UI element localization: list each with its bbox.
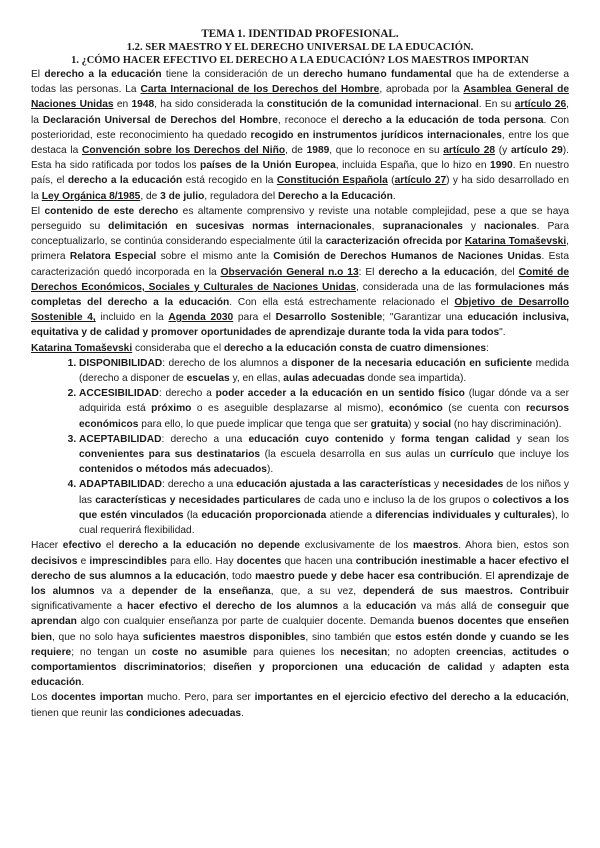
title-block — [31, 28, 569, 67]
text-run: Convención sobre los Derechos del Niño — [82, 145, 286, 157]
text-run: está recogido en la — [182, 175, 277, 187]
text-run: 3 de julio — [160, 190, 205, 202]
text-run: para ello. Hay — [166, 555, 237, 567]
text-run: supranacionales — [382, 221, 463, 233]
text-run: (no hay discriminación). — [451, 418, 562, 430]
text-run: a la — [338, 601, 366, 613]
text-run: ). — [266, 464, 274, 476]
text-run: y — [482, 661, 503, 673]
text-run: decisivos — [31, 555, 78, 567]
dimensions-list — [31, 356, 569, 538]
text-run: derecho a la educación — [378, 266, 495, 278]
text-run: creencias — [456, 646, 504, 658]
text-run: recursos económicos — [79, 403, 569, 430]
text-run: educación — [366, 601, 417, 613]
text-run: . Para conceptualizarlo, se continúa considerando especialmente útil la — [31, 221, 569, 248]
text-run: aulas adecuadas — [283, 373, 365, 385]
text-run: derecho a la educación de toda persona — [342, 114, 544, 126]
text-run: Katarina Tomaševski — [31, 342, 133, 354]
text-run: , ha sido considerada la — [154, 99, 267, 111]
text-run: . Ahora bien, estos son — [458, 540, 569, 552]
text-run: Agenda 2030 — [168, 312, 234, 324]
text-run: Observación General n.o 13 — [220, 266, 359, 278]
text-run: , la — [31, 99, 569, 126]
section-title: 1.2. SER MAESTRO Y EL DERECHO UNIVERSAL DE LA EDUCACIÓN. — [126, 42, 474, 53]
text-run: : — [486, 342, 489, 354]
text-run: maestro puede y debe hacer esa contribución — [255, 570, 480, 582]
paragraph-content-of-right — [31, 204, 569, 341]
text-run: poder acceder a la educación en un sentido físico — [215, 388, 465, 400]
text-run: y — [383, 433, 402, 445]
text-run: 1948 — [131, 99, 155, 111]
text-run: conseguir que aprendan — [31, 601, 569, 628]
text-run: para el — [233, 312, 276, 324]
text-run: actitudes o comportamientos discriminatorios — [31, 646, 570, 673]
text-run: buenos docentes que enseñen bien — [31, 616, 569, 643]
text-run: derecho a la educación — [67, 175, 183, 187]
text-run: , incluida España, que lo hizo en — [335, 160, 491, 172]
text-run: sobre el mismo ante la — [156, 251, 274, 263]
text-run: y sean los — [510, 433, 569, 445]
text-run: : derecho de los alumnos a — [162, 357, 292, 369]
text-run: Desarrollo Sostenible — [275, 312, 383, 324]
text-run: nacionales — [483, 221, 537, 233]
text-run: colectivos a los que estén vinculados — [79, 494, 570, 521]
text-run-wrapper — [82, 145, 285, 156]
text-run: , que lo reconoce en su — [329, 145, 444, 157]
text-run: , reguladora del — [204, 190, 278, 202]
text-run: contenido de este derecho — [44, 205, 179, 217]
text-run: . Con ella está estrechamente relacionado el — [229, 297, 455, 309]
text-run: importantes en el ejercicio efectivo del derecho a la educación — [254, 692, 567, 704]
text-run: . — [241, 707, 244, 719]
text-run: diseñen y proporcionen una educación de calidad — [213, 661, 483, 673]
text-run: educación cuyo contenido — [248, 433, 384, 445]
text-run: , aprobada por la — [379, 84, 464, 96]
text-run: consideraba que el — [132, 342, 224, 354]
text-run: artículo 28 — [443, 145, 496, 157]
text-run: : derecho a — [158, 388, 216, 400]
text-run: va más allá de — [416, 601, 498, 613]
text-run: adapten esta educación — [31, 661, 569, 689]
text-run: : derecho a una — [162, 479, 237, 491]
text-run: ( — [387, 175, 395, 187]
text-run: , que no solo haya — [51, 631, 143, 643]
text-run: depender de la enseñanza — [131, 585, 271, 597]
text-run: algo con cualquier enseñanza por parte de cualquier docente. Demanda — [76, 616, 418, 628]
text-run: dependerá de sus maestros. — [363, 585, 513, 597]
dimension-title: DISPONIBILIDAD — [79, 357, 163, 369]
text-run: Comité de Derechos Económicos, Sociales y Culturales de Naciones Unidas — [31, 266, 569, 293]
text-run: atiende a — [326, 509, 376, 521]
text-run: gratuita — [370, 418, 409, 430]
text-run: . Con posterioridad, este reconocimiento ha quedado — [31, 114, 569, 141]
text-run: necesidades — [442, 479, 504, 491]
text-run: significativamente a — [31, 601, 128, 613]
text-run: o es aseguible desplazarse al mismo), — [191, 403, 389, 415]
text-run: aprendizaje de los alumnos — [31, 570, 570, 597]
text-run: educación ajustada a las características — [236, 479, 432, 491]
text-run: Ley Orgánica 8/1985 — [41, 190, 141, 202]
text-run: 1990 — [490, 160, 513, 172]
text-run: Constitución Española — [276, 175, 388, 187]
text-run: escuelas — [186, 373, 230, 385]
text-run: artículo 29 — [510, 145, 563, 157]
text-run: convenientes para sus destinatarios — [79, 449, 261, 461]
text-run: que ha de extenderse a todas las personas. La — [31, 69, 570, 96]
text-run: próximo — [151, 403, 192, 415]
text-run: condiciones adecuadas — [126, 707, 242, 719]
text-run: ". — [499, 327, 506, 339]
text-run: . Esta caracterización quedó incorporada en la — [31, 251, 569, 278]
text-run: derecho humano fundamental — [303, 69, 452, 80]
dimension-item-aceptabilidad — [79, 432, 569, 478]
text-run: derecho a la educación — [44, 69, 162, 80]
text-run: Hacer — [31, 540, 63, 552]
text-run: , de — [285, 145, 307, 157]
text-run: delimitación en sucesivas normas internacionales — [108, 221, 372, 233]
text-run: características y necesidades particulares — [95, 494, 301, 506]
text-run: económico — [389, 403, 443, 415]
text-run: y — [462, 221, 484, 233]
text-run: estos estén donde y cuando se les requiere — [31, 631, 569, 658]
text-run: recogido en instrumentos jurídicos internacionales — [250, 129, 502, 141]
text-run: hacer efectivo el derecho de los alumnos — [127, 601, 339, 613]
text-run: ; "Garantizar una — [382, 312, 468, 324]
text-run: forma tengan calidad — [401, 433, 511, 445]
text-run-wrapper — [443, 145, 495, 156]
text-run: Contribuir — [519, 585, 569, 597]
text-run: va a — [94, 585, 132, 597]
text-run: , — [371, 221, 383, 233]
text-run: contribución inestimable a hacer efectivo el derecho de sus alumnos a la educación — [31, 555, 569, 582]
text-run: , — [503, 646, 513, 658]
text-run: ) y — [408, 418, 423, 430]
text-run: para ello, lo que puede implicar que tenga que ser — [138, 418, 371, 430]
text-run: es altamente comprensivo y reviste una notable complejidad, pese a que se haya perseguido su — [31, 205, 570, 233]
text-run: Relatora Especial — [69, 251, 157, 263]
text-run: (y — [495, 145, 511, 157]
text-run-wrapper — [31, 343, 132, 354]
text-run: , reconoce el — [277, 114, 343, 126]
text-run: El — [31, 205, 45, 217]
text-run: mucho. Pero, para ser — [143, 692, 255, 704]
text-run-wrapper — [515, 99, 566, 110]
text-run: formulaciones más completas del derecho a la educación — [31, 281, 570, 309]
text-run: Comisión de Derechos Humanos de Naciones Unidas — [273, 251, 542, 263]
text-run: currículo — [450, 449, 494, 461]
text-run-wrapper — [221, 267, 359, 278]
text-run: ; — [203, 661, 214, 673]
text-run: de cada uno e incluso la de los grupos o — [300, 494, 493, 506]
text-run: (la escuela desarrolla en sus aulas un — [260, 449, 451, 461]
text-run: efectivo — [62, 540, 102, 552]
text-run: , primera — [31, 236, 569, 263]
dimension-item-adaptabilidad — [79, 477, 569, 538]
text-run: docentes — [236, 555, 282, 567]
text-run-wrapper — [277, 175, 388, 186]
paragraph-teachers-role — [31, 538, 569, 690]
text-run: . En nuestro país, el — [31, 160, 569, 187]
text-run: : derecho a una — [161, 433, 249, 445]
text-run: necesitan — [340, 646, 388, 658]
text-run: para quienes los — [247, 646, 341, 658]
text-run: . — [81, 677, 85, 689]
text-run: donde sea impartida). — [364, 373, 467, 385]
subsection-title: 1. ¿CÓMO HACER EFECTIVO EL DERECHO A LA EDUCACIÓN? LOS MAESTROS IMPORTAN — [71, 55, 529, 66]
text-run: , considerada una de las — [356, 281, 476, 293]
text-run: diferencias individuales y culturales — [375, 509, 552, 521]
text-run: Los — [31, 692, 52, 704]
text-run: Objetivo de Desarrollo Sostenible 4, — [31, 297, 569, 324]
dimension-title: ACCESIBILIDAD — [79, 388, 159, 400]
text-run: derecho a la educación consta de cuatro dimensiones — [223, 342, 487, 354]
dimension-title: ACEPTABILIDAD — [79, 433, 162, 445]
paragraph-right-to-education — [31, 67, 569, 204]
text-run: artículo 27 — [394, 175, 447, 187]
text-run: coste no asumible — [151, 646, 248, 658]
dimension-title: ADAPTABILIDAD — [79, 479, 163, 491]
text-run: medida (derecho a disponer de — [79, 357, 569, 385]
text-run: tiene la consideración de un — [161, 69, 304, 80]
text-run: , todo — [225, 570, 256, 582]
text-run: constitución de la comunidad internacional — [266, 99, 479, 111]
text-run: imprescindibles — [89, 555, 167, 567]
text-run: que incluye los — [493, 449, 570, 461]
text-run: . — [392, 190, 396, 202]
text-run: ), lo cual requerirá flexibilidad. — [79, 509, 570, 537]
text-run-wrapper — [168, 312, 233, 323]
text-run: maestros — [412, 540, 459, 552]
text-run: incluido en la — [95, 312, 169, 324]
text-run: y, en ellas, — [229, 373, 284, 385]
text-run: Derecho a la Educación — [277, 190, 393, 202]
text-run: países de la Unión Europea — [199, 160, 336, 172]
text-run: disponer de la necesaria educación en suficiente — [291, 357, 533, 369]
text-run: en — [113, 99, 132, 111]
text-run: artículo 26 — [514, 99, 567, 111]
text-run: , de — [140, 190, 161, 202]
text-run: Asamblea General de Naciones Unidas — [31, 84, 570, 111]
paragraph-four-dimensions-intro — [31, 341, 569, 356]
text-run: 1989 — [306, 145, 330, 157]
paragraph-teachers-matter — [31, 690, 569, 720]
text-run: e — [77, 555, 90, 567]
text-run: Carta Internacional de los Derechos del Hombre — [140, 84, 380, 96]
text-run: ) y ha sido desarrollado en la — [31, 175, 570, 202]
text-run: (la — [183, 509, 202, 521]
text-run: , tienen que reunir las — [31, 692, 569, 719]
text-run-wrapper — [42, 191, 141, 202]
dimension-item-accesibilidad — [79, 386, 569, 432]
text-run: docentes importan — [51, 692, 144, 704]
text-run-wrapper — [395, 175, 447, 186]
text-run: , del — [494, 266, 519, 278]
text-run: , que, a su vez, — [270, 585, 364, 597]
text-run: . En su — [478, 99, 515, 111]
text-run: contenidos o métodos más adecuados — [79, 464, 267, 476]
text-run: que hacen una — [281, 555, 356, 567]
text-run: derecho a la educación no depende — [118, 540, 300, 552]
text-run: caracterización ofrecida por — [325, 236, 462, 248]
text-run: ). Esta ha sido ratificada por todos los — [31, 145, 569, 172]
text-run: y — [431, 479, 443, 491]
text-run: suficientes maestros disponibles — [142, 631, 306, 643]
text-run-wrapper — [140, 84, 379, 95]
text-run: (lugar dónde va a ser adquirida está — [79, 388, 569, 415]
text-run: . El — [479, 570, 498, 582]
text-run: (se cuenta con — [442, 403, 526, 415]
text-run: de los niños y las — [79, 479, 570, 506]
topic-title: TEMA 1. IDENTIDAD PROFESIONAL. — [201, 28, 399, 40]
text-run: Katarina Tomaševski — [464, 236, 567, 248]
text-run: social — [422, 418, 452, 430]
text-run: ; no tengan un — [71, 646, 152, 658]
text-run: ; no adopten — [387, 646, 457, 658]
text-run: , entre los que destaca la — [31, 129, 570, 157]
text-run: : El — [358, 266, 379, 278]
text-run: exclusivamente de los — [299, 540, 413, 552]
text-run: el — [101, 540, 119, 552]
text-run-wrapper — [465, 236, 566, 247]
text-run: educación inclusiva, equitativa y de calidad y promover oportunidades de aprendizaje durante toda la vida para todos — [31, 312, 569, 339]
text-run — [513, 586, 520, 597]
text-run: educación proporcionada — [201, 509, 327, 521]
text-run: Declaración Universal de Derechos del Hombre — [42, 114, 278, 126]
text-run: El — [31, 69, 45, 80]
dimension-item-disponibilidad — [79, 356, 569, 386]
text-run: , sino también que — [305, 631, 396, 643]
